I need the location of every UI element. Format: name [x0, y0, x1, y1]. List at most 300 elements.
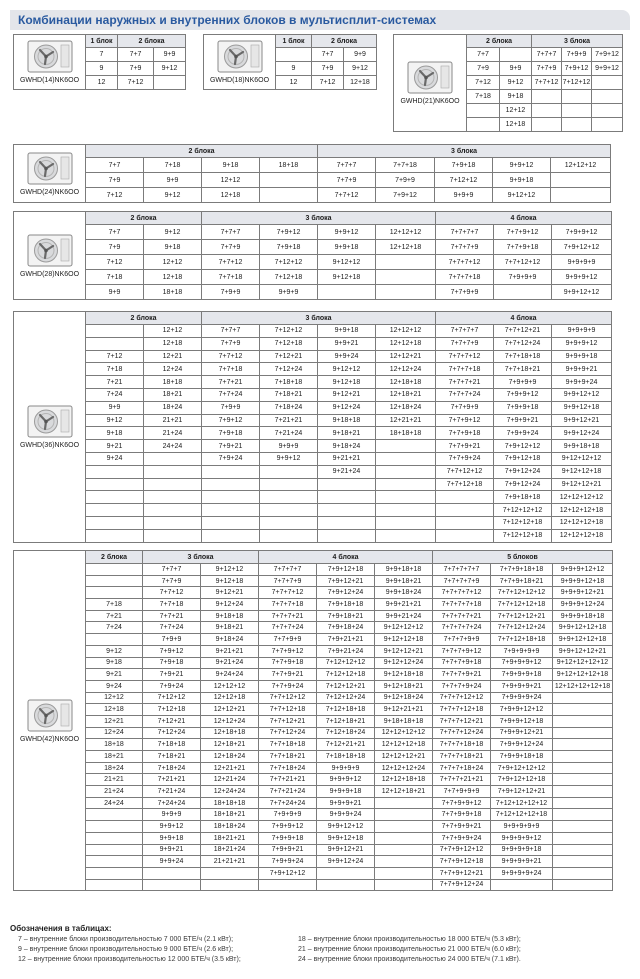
combo-cell: 9+12+12+12+18 [553, 669, 613, 681]
combo-cell: 7+7+7+7+12 [433, 587, 491, 599]
combo-cell: 9+9+21 [318, 337, 376, 350]
combo-cell: 7+9+9+21 [259, 844, 317, 856]
table-row [14, 610, 613, 622]
combo-cell [86, 809, 143, 821]
table-row [14, 504, 612, 517]
combo-cell: 7+9+12 [202, 414, 260, 427]
combo-cell: 9+9+9+21 [552, 363, 612, 376]
combo-cell: 18+21+24 [201, 844, 259, 856]
combo-cell [436, 491, 494, 504]
combo-cell: 12+12+18 [376, 337, 436, 350]
combo-cell: 9+9+9+12 [317, 774, 375, 786]
combo-cell [86, 867, 143, 879]
combo-cell: 9+12 [86, 645, 143, 657]
combo-cell: 12+18+24 [376, 401, 436, 414]
combo-cell: 7+7+9+9+18 [433, 809, 491, 821]
combo-cell: 9+12+12+18 [375, 634, 433, 646]
model-name: GWHD(42)NK6OO [19, 735, 80, 743]
combo-cell: 9+9+18 [318, 325, 376, 338]
combo-cell: 9+9 [86, 285, 144, 300]
combo-cell: 9+9+12 [143, 821, 201, 833]
combo-cell: 7+9+12+12+21 [491, 786, 553, 798]
combo-cell: 7+7+12+18 [436, 478, 494, 491]
combo-cell: 9+9+12 [260, 452, 318, 465]
combo-cell: 7+18 [86, 599, 143, 611]
combo-cell: 12+24 [86, 727, 143, 739]
combo-cell [144, 465, 202, 478]
combo-cell: 9+9+18 [493, 173, 551, 188]
table-row [14, 376, 612, 389]
combo-cell: 12+21+21 [376, 414, 436, 427]
table-row [14, 739, 613, 751]
combo-cell: 9+18+18 [201, 610, 259, 622]
combo-cell: 12+12+18 [376, 240, 436, 255]
combo-cell [260, 516, 318, 529]
combo-cell: 7+9+18+18 [494, 491, 552, 504]
combo-cell [375, 867, 433, 879]
combo-cell: 7+18 [467, 90, 500, 104]
combo-cell: 9+9+9+12+21 [553, 587, 613, 599]
combo-cell [260, 478, 318, 491]
combo-cell [86, 844, 143, 856]
combo-cell: 24+24 [144, 440, 202, 453]
combo-cell: 7+7 [312, 48, 344, 62]
combo-cell: 7+9+9+12+21 [491, 727, 553, 739]
combo-cell: 12+21+21 [201, 762, 259, 774]
combo-cell: 7+9 [86, 240, 144, 255]
combo-cell: 7+24 [86, 622, 143, 634]
table-row [14, 669, 613, 681]
combo-cell: 9+9+9+12+24 [553, 599, 613, 611]
combo-cell: 18+18 [144, 285, 202, 300]
group-header: 4 блока [436, 212, 612, 225]
combo-cell: 12+12+12 [376, 325, 436, 338]
table-row [14, 388, 612, 401]
combo-cell: 7+7+21 [202, 376, 260, 389]
combo-cell: 7+9+9+24 [494, 427, 552, 440]
combo-cell: 18+21+21 [201, 832, 259, 844]
combo-cell: 7+18 [86, 363, 144, 376]
combo-cell: 7+7+9+18+18 [491, 564, 553, 576]
combo-cell: 12 [276, 76, 312, 90]
combo-cell: 9+18 [86, 657, 143, 669]
combo-cell: 9+9+12+12 [552, 285, 612, 300]
combo-cell: 21+21 [86, 774, 143, 786]
combo-cell: 7+9+9 [202, 401, 260, 414]
table-row [14, 622, 613, 634]
table-row [14, 575, 613, 587]
combo-cell: 7+7+21+21 [259, 774, 317, 786]
combo-cell [553, 844, 613, 856]
combo-cell: 9+18 [500, 90, 532, 104]
combo-cell: 7+9 [467, 62, 500, 76]
table-row [14, 645, 613, 657]
combo-cell: 9+12 [344, 62, 377, 76]
combo-cell: 7+7+9+9 [436, 401, 494, 414]
combo-cell: 9+12+24 [201, 599, 259, 611]
combo-cell: 7+7+12+18+18 [491, 634, 553, 646]
combo-cell: 7+21+24 [143, 786, 201, 798]
combo-cell: 9+12+12 [318, 255, 376, 270]
combo-cell: 9+9+9+9 [552, 255, 612, 270]
combo-cell: 7+7+7+9+18 [433, 657, 491, 669]
combo-cell: 9+12+12+12 [552, 452, 612, 465]
combo-cell: 7+7+9+9 [436, 285, 494, 300]
combo-cell: 18+18+18 [201, 797, 259, 809]
combo-cell: 9+9+12+12+18 [553, 622, 613, 634]
combo-cell: 7+24+24 [143, 797, 201, 809]
combo-cell: 7+7+9+18 [436, 427, 494, 440]
combo-cell [592, 104, 623, 118]
table-row [14, 285, 612, 300]
combo-cell [467, 104, 500, 118]
combo-cell: 9+9+9+21 [317, 797, 375, 809]
combo-cell: 7+7+18 [143, 599, 201, 611]
combo-cell: 7+9+12 [376, 188, 435, 203]
combo-cell: 7+12+12+18 [494, 516, 552, 529]
combo-cell: 7+7+12+24 [259, 727, 317, 739]
combo-cell: 12+18 [144, 270, 202, 285]
combo-cell: 7+7+7+24 [436, 388, 494, 401]
model-cell [14, 145, 86, 203]
combo-cell: 7+9+12+12 [259, 867, 317, 879]
combo-cell: 7+7+18 [202, 270, 260, 285]
combo-cell: 9+21+24 [201, 657, 259, 669]
combo-cell: 7+9+12 [592, 48, 623, 62]
combo-cell [318, 504, 376, 517]
combo-cell: 7+7+18+21 [259, 751, 317, 763]
combo-cell [376, 529, 436, 542]
combo-cell: 7+7+9 [202, 240, 260, 255]
combo-cell: 9+9+12+24 [552, 427, 612, 440]
combo-cell: 7+7+9+18+21 [491, 575, 553, 587]
combo-cell: 7+9+9+9+18 [491, 669, 553, 681]
combo-cell: 7+9+21+21 [317, 634, 375, 646]
combo-cell: 18+21 [86, 751, 143, 763]
combo-cell [86, 465, 144, 478]
combo-cell [376, 452, 436, 465]
combo-cell [202, 465, 260, 478]
table-row [14, 478, 612, 491]
combo-cell: 7+7+12 [143, 587, 201, 599]
table-row [14, 587, 613, 599]
group-header: 4 блока [436, 312, 612, 325]
combo-cell: 7+7+7 [318, 158, 376, 173]
combo-cell: 12+12+21 [201, 704, 259, 716]
combo-cell [86, 478, 144, 491]
combo-cell: 12+12 [500, 104, 532, 118]
table-row [14, 529, 612, 542]
combo-cell: 7+12+21 [143, 715, 201, 727]
legend-item: 12 – внутренние блоки производительностью 12 000 БТЕ/ч (3.5 кВт); [18, 956, 241, 963]
combo-cell: 7+7+7+12 [259, 587, 317, 599]
table-row [14, 414, 612, 427]
group-header: 3 блока [318, 145, 611, 158]
combo-cell: 7+12+12+18 [494, 529, 552, 542]
combo-cell [201, 879, 259, 891]
combo-cell: 9+21+21 [318, 452, 376, 465]
combo-cell [553, 786, 613, 798]
combo-cell: 9+12 [144, 188, 202, 203]
combo-cell: 7+7+12+12+21 [491, 610, 553, 622]
combo-cell: 9+9+9+9+18 [491, 844, 553, 856]
combo-cell: 7+7+7+24 [259, 622, 317, 634]
combo-cell [154, 76, 186, 90]
combo-cell [376, 465, 436, 478]
combo-cell: 9+12+12+24 [375, 657, 433, 669]
combo-cell: 9+9+12+21 [317, 844, 375, 856]
combo-cell: 7+9+18+18 [317, 599, 375, 611]
combo-cell: 9+9+9+9 [552, 325, 612, 338]
combo-cell: 9+12+18+21 [375, 680, 433, 692]
combo-cell: 7+9+12+24 [494, 478, 552, 491]
table-row [14, 337, 612, 350]
combo-cell: 9+24 [86, 452, 144, 465]
combo-cell: 12+18 [144, 337, 202, 350]
combo-cell: 7+9+9+9 [494, 376, 552, 389]
combo-cell: 7+7+7+9 [436, 337, 494, 350]
combination-table [13, 144, 611, 203]
combo-cell: 7+18+18 [260, 376, 318, 389]
combo-cell: 24+24 [86, 797, 143, 809]
combo-cell: 7+12+12+18 [317, 669, 375, 681]
combo-cell: 12 [86, 76, 118, 90]
combo-cell: 18+18 [260, 158, 318, 173]
combo-cell: 7+9+9 [376, 173, 435, 188]
model-name: GWHD(24)NK6OO [19, 188, 80, 196]
table-row [14, 797, 613, 809]
combo-cell: 7+21+21 [260, 414, 318, 427]
legend [10, 924, 630, 965]
combo-cell: 7+9+9+9+9 [491, 645, 553, 657]
combo-cell: 9+9+18 [143, 832, 201, 844]
combo-cell: 9+12+12 [201, 564, 259, 576]
combo-cell: 7+7+7+7 [436, 325, 494, 338]
combo-cell: 7+9+9+12 [494, 388, 552, 401]
combo-cell [376, 504, 436, 517]
combo-cell: 9+9+12 [493, 158, 551, 173]
combo-cell [553, 879, 613, 891]
combo-cell: 9+9+9+12+12 [553, 564, 613, 576]
combo-cell: 7+21+21 [143, 774, 201, 786]
combo-cell: 7+9+21 [202, 440, 260, 453]
combo-cell: 12+12+12+12 [375, 727, 433, 739]
combo-cell: 7+9+9+18+18 [491, 751, 553, 763]
combo-cell: 7+9+9+18 [494, 401, 552, 414]
group-header: 1 блок [276, 35, 312, 48]
combo-cell: 9+9+9+12 [552, 270, 612, 285]
combo-cell [86, 879, 143, 891]
combo-cell: 7+12+21 [260, 350, 318, 363]
combo-cell: 7+12+12+21 [317, 680, 375, 692]
combo-cell: 7+9 [312, 62, 344, 76]
combo-cell: 7+7+12 [202, 350, 260, 363]
combo-cell [375, 821, 433, 833]
combo-cell: 7+7+18+18 [259, 739, 317, 751]
combo-cell: 9+9 [344, 48, 377, 62]
combo-cell [500, 48, 532, 62]
combo-cell: 7+7+18+24 [259, 762, 317, 774]
model-name: GWHD(21)NK6OO [400, 98, 460, 105]
combo-cell [317, 867, 375, 879]
combo-cell [276, 48, 312, 62]
table-row [14, 657, 613, 669]
group-header: 5 блоков [433, 551, 613, 564]
combo-cell [376, 478, 436, 491]
combo-cell [376, 270, 436, 285]
model-cell [14, 551, 86, 891]
combo-cell: 7+12+24 [143, 727, 201, 739]
combo-cell: 7+7+7+21 [259, 610, 317, 622]
combo-cell: 12+12+12+12+18 [553, 680, 613, 692]
combo-cell [551, 173, 611, 188]
outdoor-unit-icon [27, 234, 73, 268]
combo-cell [562, 90, 592, 104]
combo-cell: 7+9+18 [143, 657, 201, 669]
table-row [14, 325, 612, 338]
combo-cell: 7+12+24 [260, 363, 318, 376]
combo-cell: 9+12+21+21 [375, 704, 433, 716]
combo-cell: 7+7+9+12 [259, 645, 317, 657]
combo-cell: 12+12+24 [376, 363, 436, 376]
combo-cell [144, 516, 202, 529]
combo-cell: 7+9+18 [435, 158, 493, 173]
combo-cell: 7+12+12 [143, 692, 201, 704]
combo-cell: 7+7+24+24 [259, 797, 317, 809]
combo-cell [259, 879, 317, 891]
combo-cell: 7+9+9+12 [259, 821, 317, 833]
combo-cell: 12+12+18+21 [375, 786, 433, 798]
model-cell [14, 35, 86, 90]
combo-cell [553, 727, 613, 739]
combo-cell: 7+7+12+21 [259, 715, 317, 727]
table-row [14, 680, 613, 692]
combo-cell: 9+9+9 [435, 188, 493, 203]
combo-cell: 7+9+9+21 [494, 414, 552, 427]
combo-cell: 7+12+12+12+18 [491, 809, 553, 821]
combo-cell: 7+12+12+12+12 [491, 797, 553, 809]
combo-cell: 7+9+18 [202, 427, 260, 440]
combo-cell: 7+7+7 [202, 325, 260, 338]
combo-cell: 12+12+12+24 [375, 762, 433, 774]
combo-cell [375, 832, 433, 844]
combo-cell: 9+18 [202, 158, 260, 173]
combo-cell [86, 856, 143, 868]
combo-cell: 9+21+24 [318, 465, 376, 478]
combo-cell: 7+7+7 [143, 564, 201, 576]
combo-cell [553, 832, 613, 844]
combo-cell: 9+9+12+12 [317, 821, 375, 833]
combo-cell: 9+18+18 [318, 414, 376, 427]
combo-cell: 9+9+9+9+12 [491, 832, 553, 844]
combo-cell: 12+12+12 [201, 680, 259, 692]
combo-cell: 18+24 [86, 762, 143, 774]
combo-cell: 7+7+7+18+21 [433, 751, 491, 763]
combo-cell [144, 478, 202, 491]
combo-cell: 7+7+9+9+12 [433, 797, 491, 809]
combo-cell [553, 809, 613, 821]
table-row [14, 255, 612, 270]
table-row [14, 188, 611, 203]
combo-cell: 7+24 [86, 388, 144, 401]
table-row [14, 715, 613, 727]
combo-cell: 9+21 [86, 669, 143, 681]
outdoor-unit-icon [217, 40, 263, 74]
combo-cell: 9+9+9+18 [552, 350, 612, 363]
combo-cell: 7+9+18+21 [317, 610, 375, 622]
table-row [14, 832, 613, 844]
combo-cell: 12+12+12 [376, 225, 436, 240]
combo-cell [202, 529, 260, 542]
combo-cell: 7+7+12 [202, 255, 260, 270]
table-row [14, 427, 612, 440]
combo-cell: 7+7+18 [376, 158, 435, 173]
combo-cell: 7+7+7+18 [436, 363, 494, 376]
combo-cell: 7+18+21 [260, 388, 318, 401]
combo-cell: 9+9+9+9+21 [491, 856, 553, 868]
combo-cell [553, 867, 613, 879]
combo-cell: 9+18 [144, 240, 202, 255]
combo-cell: 7+7+9+21 [436, 440, 494, 453]
combo-cell: 12+12 [144, 255, 202, 270]
combo-cell: 7+18+18+18 [317, 751, 375, 763]
combo-cell: 9+9+12+12+21 [553, 645, 613, 657]
group-header: 3 блока [202, 212, 436, 225]
table-row [14, 491, 612, 504]
combo-cell: 9+12+12 [493, 188, 551, 203]
combo-cell: 9+12+12+21 [552, 478, 612, 491]
group-header: 4 блока [259, 551, 433, 564]
combo-cell: 7+7+7+12+24 [433, 727, 491, 739]
combo-cell: 9+9+9+12 [552, 337, 612, 350]
combo-cell: 9+12+21 [318, 388, 376, 401]
combo-cell [86, 491, 144, 504]
combo-cell: 7+12+21+21 [317, 739, 375, 751]
combo-cell: 12+12+12+18 [375, 739, 433, 751]
combo-cell: 7+7 [467, 48, 500, 62]
combo-cell [86, 564, 143, 576]
combo-cell [592, 118, 623, 132]
combo-cell: 7+9+12+12 [494, 440, 552, 453]
combo-cell: 7+18+18 [143, 739, 201, 751]
combo-cell: 7+7 [86, 158, 144, 173]
combo-cell: 7+9+12+12 [552, 240, 612, 255]
combo-cell [260, 491, 318, 504]
combo-cell: 9 [86, 62, 118, 76]
combo-cell: 9+12 [154, 62, 186, 76]
table-row [14, 879, 613, 891]
combo-cell [532, 90, 562, 104]
combo-cell: 9+12+12+12+12 [553, 657, 613, 669]
combo-cell: 7+9+9+9+12 [491, 657, 553, 669]
table-row [14, 727, 613, 739]
combo-cell: 9+9+9+12+18 [553, 575, 613, 587]
combo-cell: 7+9+9+9+24 [491, 692, 553, 704]
combo-cell: 7+7+7+12+21 [433, 715, 491, 727]
combo-cell: 7+7+9+9+24 [433, 832, 491, 844]
table-row [14, 704, 613, 716]
combo-cell [318, 491, 376, 504]
table-row [14, 270, 612, 285]
model-name: GWHD(18)NK6OO [209, 77, 270, 84]
table-row [14, 350, 612, 363]
combo-cell [562, 118, 592, 132]
combo-cell: 7+12+18+21 [317, 715, 375, 727]
combo-cell: 9+18+24 [318, 440, 376, 453]
combo-cell [436, 516, 494, 529]
combo-cell: 9+9+12+24 [317, 856, 375, 868]
combo-cell: 7+9+21+24 [317, 645, 375, 657]
